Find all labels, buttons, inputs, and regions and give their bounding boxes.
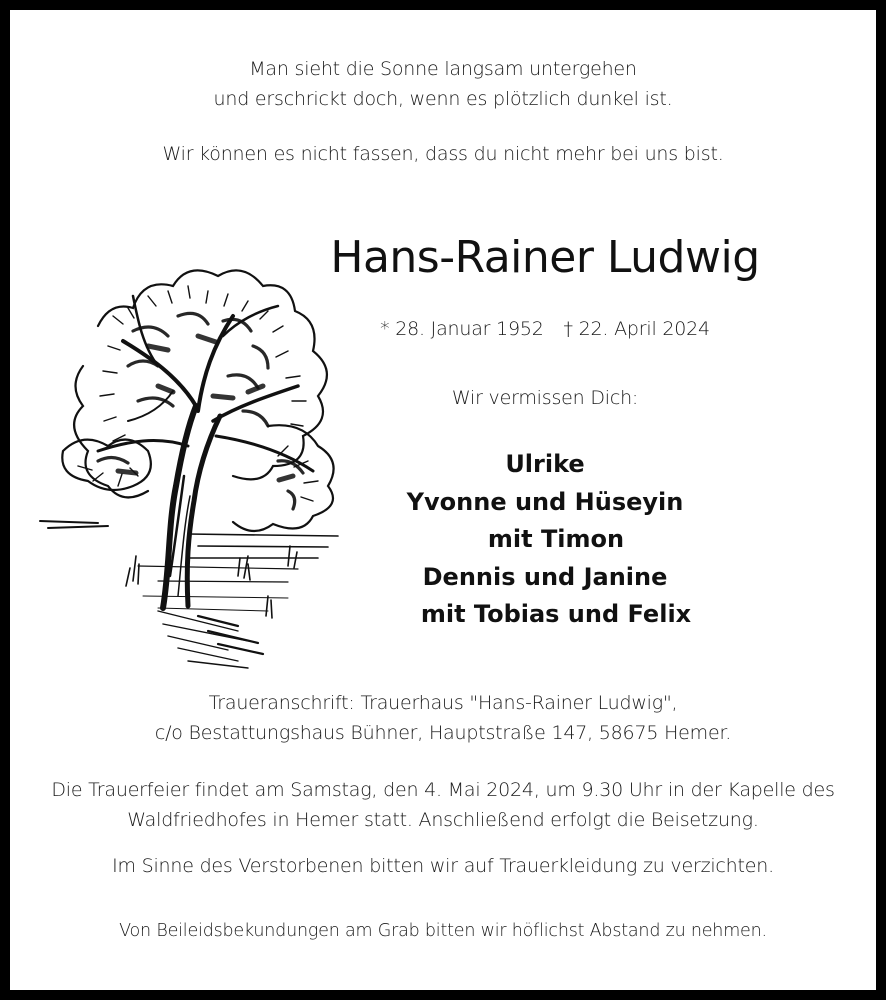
- death-date: † 22. April 2024: [563, 318, 710, 340]
- life-dates: [310, 318, 780, 340]
- verse-line-1: Man sieht die Sonne langsam untergehen: [249, 58, 637, 80]
- condolence-note: Von Beileidsbekundungen am Grab bitten wir höflichst Abstand zu nehmen.: [119, 921, 767, 941]
- family-member: mit Tobias und Felix: [420, 600, 692, 628]
- ceremony-line-2: Waldfriedhofes in Hemer statt. Anschließend erfolgt die Beisetzung.: [127, 809, 759, 831]
- address-line-2: c/o Bestattungshaus Bühner, Hauptstraße 147, 58675 Hemer.: [154, 722, 732, 744]
- mourning-address: [10, 688, 876, 748]
- missing-text: Wir vermissen Dich:: [451, 387, 639, 409]
- ceremony-info: [10, 775, 876, 835]
- deceased-name: Hans-Rainer Ludwig: [330, 232, 760, 283]
- address-line-1: Traueranschrift: Trauerhaus "Hans-Rainer Ludwig",: [208, 692, 678, 714]
- verse: [10, 54, 876, 114]
- verse-line-3: Wir können es nicht fassen, dass du nicht mehr bei uns bist.: [162, 143, 724, 165]
- family-list: [310, 446, 780, 634]
- tree-sketch-icon: [38, 236, 348, 676]
- family-member: Yvonne und Hüseyin: [406, 487, 684, 516]
- dress-note: Im Sinne des Verstorbenen bitten wir auf Trauerkleidung zu verzichten.: [112, 855, 774, 877]
- family-member: Dennis und Janine: [422, 562, 668, 591]
- birth-date: * 28. Januar 1952: [380, 318, 544, 340]
- ceremony-line-1: Die Trauerfeier findet am Samstag, den 4. Mai 2024, um 9.30 Uhr in der Kapelle des: [51, 779, 835, 801]
- verse-line-2: und erschrickt doch, wenn es plötzlich dunkel ist.: [213, 88, 673, 110]
- family-member: mit Timon: [487, 525, 625, 553]
- family-member: Ulrike: [505, 450, 585, 478]
